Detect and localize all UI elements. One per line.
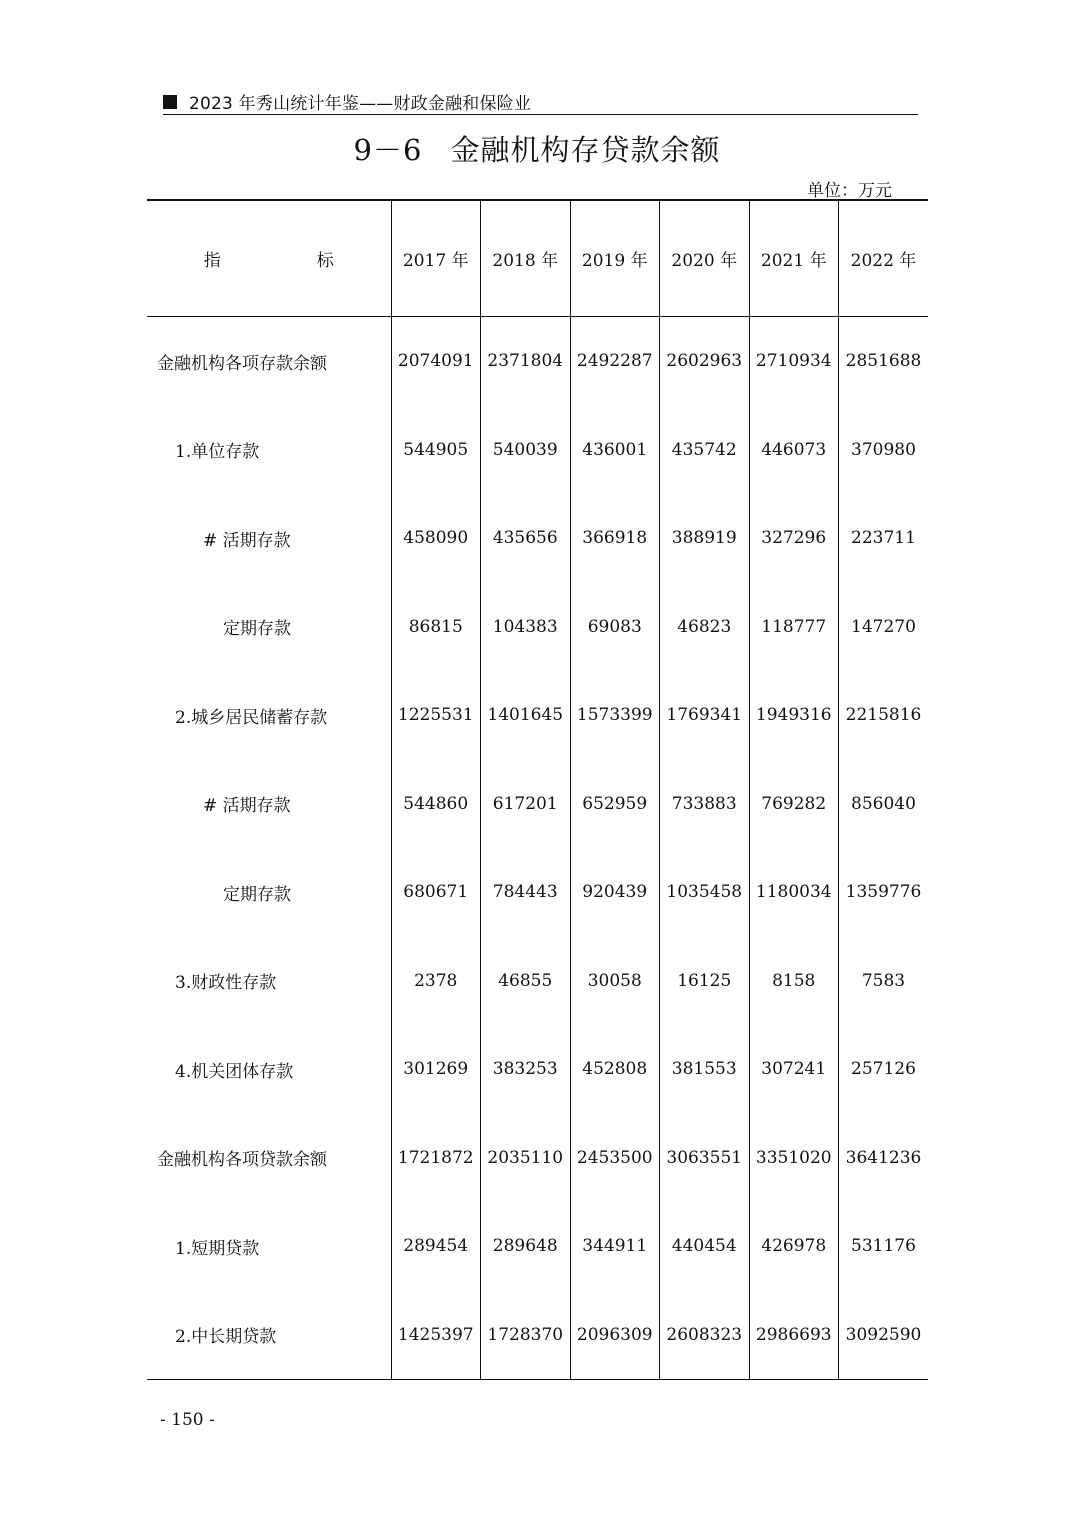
cell-value: 769282 [749,760,839,849]
cell-value: 7583 [839,937,929,1026]
header-year: 2021 年 [749,200,839,317]
cell-value: 289454 [391,1202,481,1291]
cell-value: 1180034 [749,848,839,937]
table-row [147,848,928,937]
cell-value: 3063551 [660,1114,750,1203]
cell-value: 540039 [481,406,571,495]
cell-value: 2378 [391,937,481,1026]
cell-value: 2986693 [749,1291,839,1380]
cell-value: 1949316 [749,671,839,760]
header-indicator [147,200,391,317]
row-label: 4.机关团体存款 [175,1061,294,1082]
cell-value: 69083 [570,583,660,672]
cell-value: 2710934 [749,317,839,406]
table-title [0,128,1074,169]
row-label: # 活期存款 [203,530,291,551]
cell-value: 147270 [839,583,929,672]
table-row [147,760,928,849]
cell-value: 733883 [660,760,750,849]
header-year: 2018 年 [481,200,571,317]
row-label: 金融机构各项贷款余额 [157,1150,327,1171]
cell-value: 1721872 [391,1114,481,1203]
cell-value: 1728370 [481,1291,571,1380]
cell-value: 2074091 [391,317,481,406]
cell-value: 1359776 [839,848,929,937]
row-label: # 活期存款 [203,796,291,817]
cell-value: 3641236 [839,1114,929,1203]
row-label: 3.财政性存款 [175,973,277,994]
cell-value: 1035458 [660,848,750,937]
cell-value: 2371804 [481,317,571,406]
table-row [147,1202,928,1291]
cell-value: 104383 [481,583,571,672]
table-row [147,937,928,1026]
running-header-text: 2023 年秀山统计年鉴——财政金融和保险业 [189,93,532,114]
cell-value: 452808 [570,1025,660,1114]
cell-value: 1225531 [391,671,481,760]
cell-value: 458090 [391,494,481,583]
table-row [147,1114,928,1203]
cell-value: 544860 [391,760,481,849]
header-year: 2020 年 [660,200,750,317]
cell-value: 435742 [660,406,750,495]
cell-value: 617201 [481,760,571,849]
cell-value: 46855 [481,937,571,1026]
cell-value: 30058 [570,937,660,1026]
cell-value: 2851688 [839,317,929,406]
table-header-row [147,200,928,317]
cell-value: 257126 [839,1025,929,1114]
cell-value: 2453500 [570,1114,660,1203]
row-label: 金融机构各项存款余额 [157,353,327,374]
table-row [147,1291,928,1380]
cell-value: 381553 [660,1025,750,1114]
cell-value: 344911 [570,1202,660,1291]
table-row [147,1025,928,1114]
header-square-icon [163,95,177,109]
deposit-loan-table [147,199,928,1380]
cell-value: 3092590 [839,1291,929,1380]
header-indicator-label: 指 标 [203,251,334,271]
header-year: 2022 年 [839,200,929,317]
cell-value: 426978 [749,1202,839,1291]
cell-value: 652959 [570,760,660,849]
cell-value: 2602963 [660,317,750,406]
cell-value: 531176 [839,1202,929,1291]
cell-value: 1425397 [391,1291,481,1380]
cell-value: 289648 [481,1202,571,1291]
row-label: 1.短期贷款 [175,1238,260,1259]
cell-value: 1401645 [481,671,571,760]
unit-note: 单位：万元 [807,181,892,201]
cell-value: 383253 [481,1025,571,1114]
table-row [147,671,928,760]
table-row [147,317,928,406]
table-row [147,406,928,495]
cell-value: 2035110 [481,1114,571,1203]
table-number: 9－6 [353,133,423,167]
page-number: - 150 - [160,1410,215,1430]
cell-value: 784443 [481,848,571,937]
cell-value: 2608323 [660,1291,750,1380]
cell-value: 2096309 [570,1291,660,1380]
cell-value: 436001 [570,406,660,495]
table-row [147,494,928,583]
cell-value: 2215816 [839,671,929,760]
cell-value: 2492287 [570,317,660,406]
cell-value: 86815 [391,583,481,672]
cell-value: 440454 [660,1202,750,1291]
cell-value: 435656 [481,494,571,583]
cell-value: 680671 [391,848,481,937]
cell-value: 16125 [660,937,750,1026]
cell-value: 446073 [749,406,839,495]
cell-value: 301269 [391,1025,481,1114]
cell-value: 1769341 [660,671,750,760]
header-year: 2017 年 [391,200,481,317]
cell-value: 544905 [391,406,481,495]
running-header [163,88,918,115]
cell-value: 118777 [749,583,839,672]
row-label: 2.城乡居民储蓄存款 [175,707,328,728]
cell-value: 370980 [839,406,929,495]
cell-value: 327296 [749,494,839,583]
cell-value: 8158 [749,937,839,1026]
cell-value: 920439 [570,848,660,937]
table-title-text: 金融机构存贷款余额 [450,133,721,167]
row-label: 定期存款 [223,619,291,640]
row-label: 1.单位存款 [175,442,260,463]
cell-value: 1573399 [570,671,660,760]
cell-value: 46823 [660,583,750,672]
cell-value: 223711 [839,494,929,583]
cell-value: 307241 [749,1025,839,1114]
header-year: 2019 年 [570,200,660,317]
row-label: 定期存款 [223,884,291,905]
cell-value: 3351020 [749,1114,839,1203]
cell-value: 856040 [839,760,929,849]
cell-value: 388919 [660,494,750,583]
cell-value: 366918 [570,494,660,583]
table-row [147,583,928,672]
row-label: 2.中长期贷款 [147,1291,391,1380]
